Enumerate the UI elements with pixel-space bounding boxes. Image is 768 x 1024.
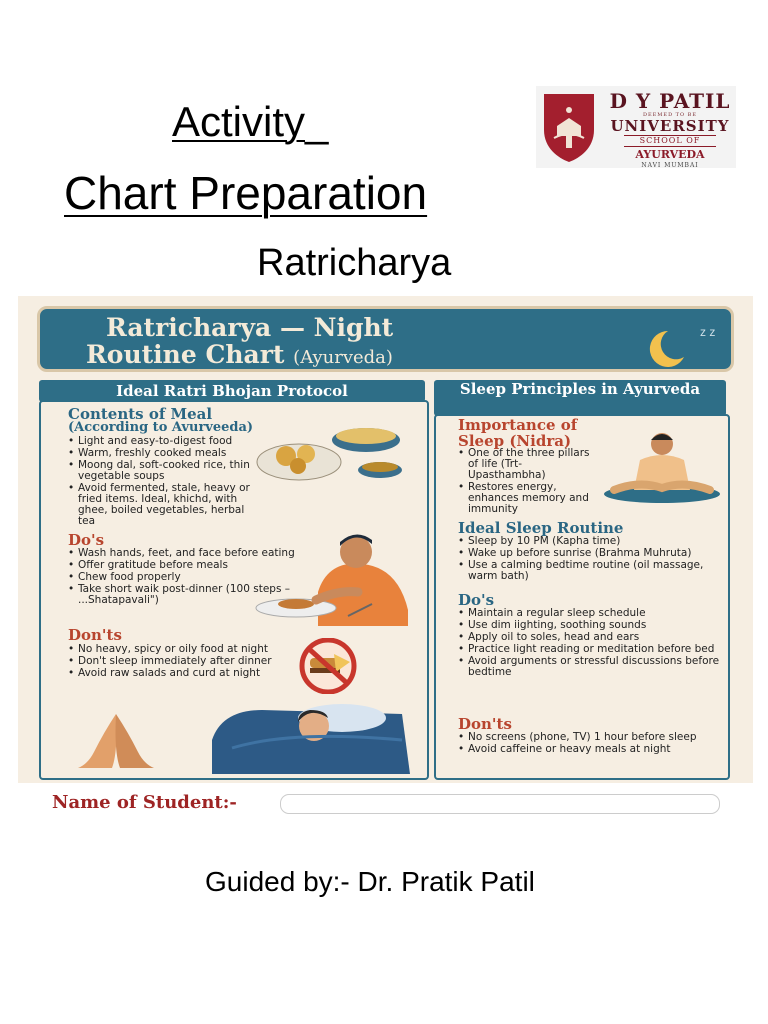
sleep-zz-icon: z z bbox=[700, 325, 716, 339]
left-column-heading: Ideal Ratri Bhojan Protocol bbox=[39, 380, 425, 402]
meal-plate-illustration bbox=[254, 424, 414, 496]
student-name-field[interactable] bbox=[280, 794, 720, 814]
list-item: • Take short waik post-dinner (100 steps – ...Shatapavali") bbox=[66, 584, 316, 606]
list-item: • Maintain a regular sleep schedule bbox=[456, 608, 722, 619]
logo-name: D Y PATIL bbox=[609, 89, 731, 113]
poster-title-main: Routine Chart bbox=[86, 340, 285, 369]
list-item: • Wake up before sunrise (Brahma Muhruta) bbox=[456, 548, 726, 559]
list-item: • Apply oil to soles, head and ears bbox=[456, 632, 722, 643]
list-item: • Chew food properly bbox=[66, 572, 316, 583]
list-item: • Use a calming bedtime routine (oil massage, warm bath) bbox=[456, 560, 726, 582]
guided-by-text: Guided by:- Dr. Pratik Patil bbox=[205, 866, 535, 897]
routine-list bbox=[456, 536, 726, 583]
logo-ayurveda: AYURVEDA bbox=[635, 148, 705, 161]
importance-title: Importance of Sleep (Nidra) bbox=[458, 416, 578, 450]
logo-place: NAVI MUMBAI bbox=[641, 162, 699, 169]
list-item: • Sleep by 10 PM (Kapha time) bbox=[456, 536, 726, 547]
left-dos-title: Do's bbox=[68, 531, 105, 549]
ratricharya-poster bbox=[18, 296, 753, 816]
university-logo bbox=[536, 86, 736, 168]
list-item: • Light and easy-to-digest food bbox=[66, 436, 252, 447]
list-item: • Don't sleep immediately after dinner bbox=[66, 656, 306, 667]
poster-title-line1: Ratricharya — Night bbox=[106, 313, 394, 342]
left-donts-title: Don'ts bbox=[68, 626, 122, 644]
list-item: • No heavy, spicy or oily food at night bbox=[66, 644, 306, 655]
list-item: • Warm, freshly cooked meals bbox=[66, 448, 252, 459]
activity-title bbox=[172, 96, 328, 148]
shield-emblem-icon bbox=[540, 90, 598, 164]
sleeping-person-illustration bbox=[202, 700, 412, 774]
list-item: • Moong dal, soft-cooked rice, thin vegetable soups bbox=[66, 460, 252, 482]
list-item: • One of the three pillars of life (Trt-Upasthambha) bbox=[456, 448, 596, 481]
meditating-person-illustration bbox=[600, 430, 724, 504]
contents-list bbox=[66, 436, 252, 528]
right-dos-list bbox=[456, 608, 722, 679]
importance-list bbox=[456, 448, 596, 516]
no-junk-food-icon bbox=[288, 638, 368, 694]
list-item: • Avoid raw salads and curd at night bbox=[66, 668, 306, 679]
logo-university: UNIVERSITY bbox=[610, 117, 730, 135]
student-name-label: Name of Student:- bbox=[52, 792, 237, 813]
list-item: • Use dim iighting, soothing sounds bbox=[456, 620, 722, 631]
list-item: • Avoid arguments or stressful discussions before bedtime bbox=[456, 656, 722, 678]
list-item: • No screens (phone, TV) 1 hour before sleep bbox=[456, 732, 726, 743]
logo-school: SCHOOL OF bbox=[624, 135, 716, 147]
contents-of-meal-title: Contents of Meal bbox=[68, 405, 213, 423]
routine-title: Ideal Sleep Routine bbox=[458, 519, 624, 537]
right-donts-list bbox=[456, 732, 726, 756]
logo-deemed: DEEMED TO BE bbox=[642, 112, 698, 118]
namaste-hands-icon bbox=[74, 712, 158, 770]
list-item: • Avoid fermented, stale, heavy or fried items. Ideal, khichd, with ghee, boiled vegetables, herbal tea bbox=[66, 483, 252, 527]
contents-of-meal-subtitle: (According to Avurveeda) bbox=[68, 420, 254, 435]
right-column-heading: Sleep Principles in Ayurveda bbox=[434, 380, 726, 416]
list-item: • Practice light reading or meditation before bed bbox=[456, 644, 722, 655]
list-item: • Restores energy, enhances memory and immunity bbox=[456, 482, 596, 515]
list-item: • Avoid caffeine or heavy meals at night bbox=[456, 744, 726, 755]
right-donts-title: Don'ts bbox=[458, 715, 512, 733]
poster-banner bbox=[37, 306, 734, 372]
ratricharya-subtitle: Ratricharya bbox=[257, 242, 452, 284]
poster-title-suffix: (Ayurveda) bbox=[293, 347, 393, 368]
left-donts-list bbox=[66, 644, 306, 680]
man-eating-illustration bbox=[248, 530, 418, 626]
poster-title-line2 bbox=[86, 340, 393, 372]
right-dos-title: Do's bbox=[458, 591, 495, 609]
list-item: • Offer gratitude before meals bbox=[66, 560, 316, 571]
crescent-moon-icon bbox=[628, 327, 688, 367]
activity-underscore: _ bbox=[305, 98, 329, 145]
activity-word: Activity bbox=[172, 98, 306, 145]
list-item: • Wash hands, feet, and face before eating bbox=[66, 548, 316, 559]
chart-preparation-title: Chart Preparation bbox=[64, 167, 428, 219]
